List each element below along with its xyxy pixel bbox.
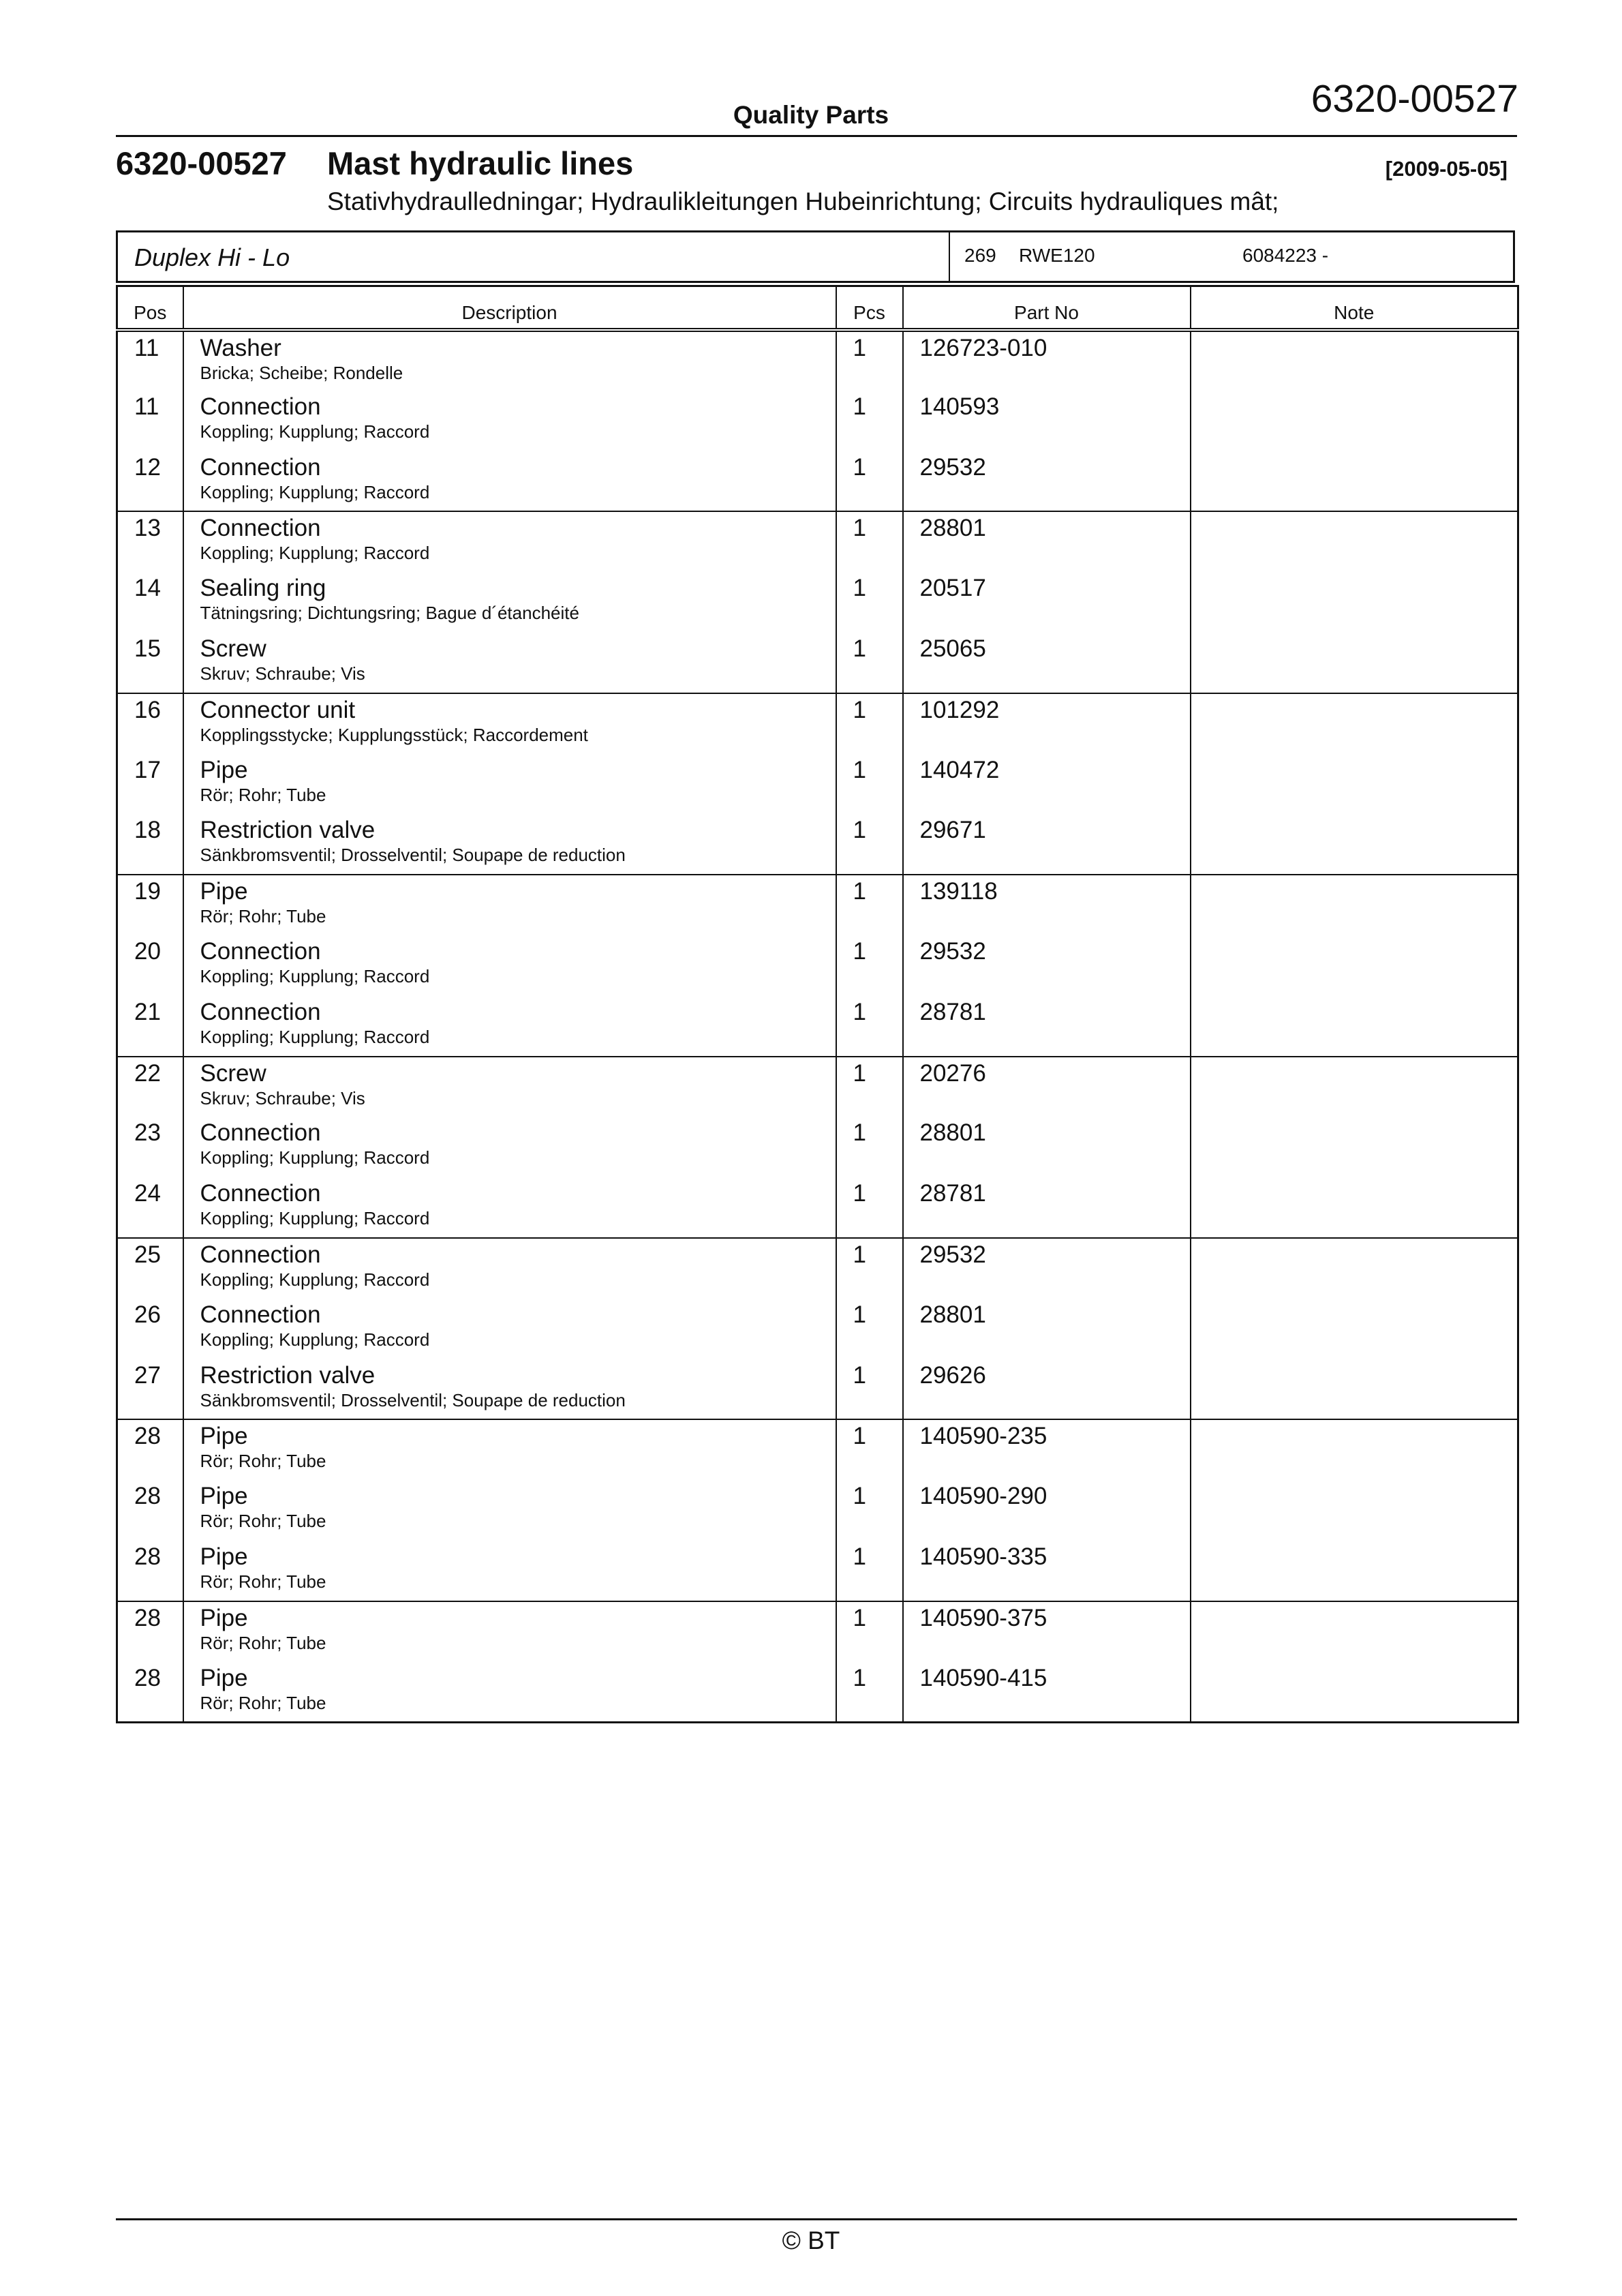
- cell-pos: 17: [117, 754, 183, 815]
- description-translations: Rör; Rohr; Tube: [200, 1451, 326, 1472]
- cell-pcs: 1: [836, 814, 903, 875]
- cell-pos: 14: [117, 572, 183, 633]
- cell-description: [183, 1662, 836, 1723]
- description-translations: Tätningsring; Dichtungsring; Bague d´étanchéité: [200, 603, 579, 624]
- cell-description: [183, 996, 836, 1057]
- description-main: Pipe: [200, 1423, 248, 1450]
- cell-pos: 23: [117, 1117, 183, 1177]
- cell-part-no: 126723-010: [903, 330, 1191, 391]
- model-code-c: 6084223 -: [1242, 245, 1329, 266]
- cell-pcs: 1: [836, 1480, 903, 1541]
- cell-description: [183, 1117, 836, 1177]
- cell-note: [1191, 1480, 1518, 1541]
- cell-note: [1191, 754, 1518, 815]
- description-main: Screw: [200, 1059, 266, 1087]
- table-row: [117, 1299, 1518, 1359]
- header-divider: [116, 135, 1517, 137]
- cell-pos: 28: [117, 1480, 183, 1541]
- description-translations: Koppling; Kupplung; Raccord: [200, 1269, 430, 1290]
- cell-description: [183, 1419, 836, 1480]
- table-row: [117, 633, 1518, 693]
- table-row: [117, 1419, 1518, 1480]
- cell-pos: 16: [117, 693, 183, 754]
- cell-part-no: 28801: [903, 1117, 1191, 1177]
- cell-note: [1191, 996, 1518, 1057]
- table-row: [117, 996, 1518, 1057]
- description-main: Sealing ring: [200, 575, 326, 602]
- cell-description: [183, 391, 836, 451]
- cell-pos: 27: [117, 1359, 183, 1420]
- description-main: Connection: [200, 937, 321, 965]
- description-main: Pipe: [200, 1604, 248, 1631]
- description-main: Connection: [200, 1241, 321, 1268]
- title-subtitle: Stativhydraulledningar; Hydraulikleitungen Hubeinrichtung; Circuits hydrauliques mât;: [327, 187, 1279, 215]
- cell-description: [183, 693, 836, 754]
- cell-description: [183, 1601, 836, 1662]
- cell-description: [183, 633, 836, 693]
- cell-part-no: 29532: [903, 451, 1191, 512]
- table-row: [117, 1117, 1518, 1177]
- table-row: [117, 1057, 1518, 1117]
- cell-part-no: 139118: [903, 875, 1191, 935]
- cell-note: [1191, 511, 1518, 572]
- cell-pcs: 1: [836, 1541, 903, 1601]
- cell-pos: 15: [117, 633, 183, 693]
- table-row: [117, 935, 1518, 996]
- column-header-note: Note: [1191, 286, 1518, 331]
- table-row: [117, 693, 1518, 754]
- cell-pcs: 1: [836, 1057, 903, 1117]
- cell-part-no: 28781: [903, 996, 1191, 1057]
- cell-note: [1191, 1299, 1518, 1359]
- cell-pcs: 1: [836, 1177, 903, 1238]
- model-box: [116, 230, 1515, 283]
- cell-note: [1191, 1419, 1518, 1480]
- cell-pos: 11: [117, 391, 183, 451]
- cell-description: [183, 875, 836, 935]
- description-main: Restriction valve: [200, 817, 376, 844]
- cell-pcs: 1: [836, 935, 903, 996]
- cell-pcs: 1: [836, 1117, 903, 1177]
- description-main: Connection: [200, 515, 321, 542]
- table-row: [117, 875, 1518, 935]
- cell-note: [1191, 451, 1518, 512]
- description-translations: Rör; Rohr; Tube: [200, 1571, 326, 1592]
- header-center-title: Quality Parts: [733, 101, 889, 129]
- cell-part-no: 20276: [903, 1057, 1191, 1117]
- cell-pos: 22: [117, 1057, 183, 1117]
- description-translations: Skruv; Schraube; Vis: [200, 663, 365, 684]
- cell-pcs: 1: [836, 1662, 903, 1723]
- table-row: [117, 1541, 1518, 1601]
- table-row: [117, 1359, 1518, 1420]
- table-row: [117, 1238, 1518, 1299]
- cell-part-no: 28801: [903, 1299, 1191, 1359]
- description-translations: Bricka; Scheibe; Rondelle: [200, 363, 403, 383]
- cell-pcs: 1: [836, 996, 903, 1057]
- cell-part-no: 140590-335: [903, 1541, 1191, 1601]
- cell-note: [1191, 1238, 1518, 1299]
- cell-part-no: 28781: [903, 1177, 1191, 1238]
- cell-part-no: 29626: [903, 1359, 1191, 1420]
- cell-part-no: 29532: [903, 1238, 1191, 1299]
- description-translations: Sänkbromsventil; Drosselventil; Soupape de reduction: [200, 845, 626, 866]
- description-translations: Rör; Rohr; Tube: [200, 1632, 326, 1653]
- description-main: Screw: [200, 635, 266, 662]
- cell-pos: 28: [117, 1419, 183, 1480]
- column-header-part-no: Part No: [903, 286, 1191, 331]
- table-header-row: [117, 286, 1518, 331]
- description-main: Pipe: [200, 1543, 248, 1570]
- cell-part-no: 29671: [903, 814, 1191, 875]
- title-date: [2009-05-05]: [1385, 157, 1508, 181]
- cell-part-no: 20517: [903, 572, 1191, 633]
- parts-table-body: [117, 330, 1518, 1722]
- cell-note: [1191, 935, 1518, 996]
- description-main: Restriction valve: [200, 1361, 376, 1389]
- description-translations: Rör; Rohr; Tube: [200, 906, 326, 927]
- cell-description: [183, 1299, 836, 1359]
- page-title: Mast hydraulic lines: [327, 145, 634, 181]
- cell-pcs: 1: [836, 633, 903, 693]
- cell-part-no: 140590-235: [903, 1419, 1191, 1480]
- cell-pos: 21: [117, 996, 183, 1057]
- cell-description: [183, 1177, 836, 1238]
- table-row: [117, 511, 1518, 572]
- table-row: [117, 330, 1518, 391]
- description-main: Pipe: [200, 756, 248, 783]
- cell-pcs: 1: [836, 693, 903, 754]
- description-main: Connection: [200, 998, 321, 1025]
- cell-note: [1191, 633, 1518, 693]
- cell-note: [1191, 391, 1518, 451]
- cell-pos: 24: [117, 1177, 183, 1238]
- cell-note: [1191, 814, 1518, 875]
- cell-pos: 28: [117, 1662, 183, 1723]
- description-main: Connection: [200, 453, 321, 481]
- cell-note: [1191, 330, 1518, 391]
- cell-note: [1191, 1117, 1518, 1177]
- cell-pos: 13: [117, 511, 183, 572]
- cell-description: [183, 1480, 836, 1541]
- model-name: Duplex Hi - Lo: [134, 243, 290, 271]
- description-translations: Koppling; Kupplung; Raccord: [200, 481, 430, 502]
- description-translations: Koppling; Kupplung; Raccord: [200, 543, 430, 564]
- cell-description: [183, 572, 836, 633]
- description-translations: Koppling; Kupplung; Raccord: [200, 1329, 430, 1350]
- cell-description: [183, 451, 836, 512]
- table-row: [117, 572, 1518, 633]
- cell-pcs: 1: [836, 1299, 903, 1359]
- description-translations: Skruv; Schraube; Vis: [200, 1087, 365, 1108]
- column-header-pos: Pos: [117, 286, 183, 331]
- model-divider: [949, 232, 950, 281]
- cell-pcs: 1: [836, 391, 903, 451]
- cell-note: [1191, 1541, 1518, 1601]
- cell-pos: 19: [117, 875, 183, 935]
- description-main: Connection: [200, 1119, 321, 1147]
- cell-description: [183, 1057, 836, 1117]
- cell-pcs: 1: [836, 451, 903, 512]
- cell-description: [183, 511, 836, 572]
- cell-description: [183, 1238, 836, 1299]
- cell-pcs: 1: [836, 1601, 903, 1662]
- cell-pos: 18: [117, 814, 183, 875]
- description-main: Pipe: [200, 1483, 248, 1510]
- description-main: Pipe: [200, 1664, 248, 1691]
- cell-description: [183, 330, 836, 391]
- cell-note: [1191, 572, 1518, 633]
- cell-note: [1191, 875, 1518, 935]
- description-translations: Koppling; Kupplung; Raccord: [200, 965, 430, 986]
- cell-part-no: 140593: [903, 391, 1191, 451]
- table-row: [117, 1662, 1518, 1723]
- table-row: [117, 451, 1518, 512]
- description-translations: Koppling; Kupplung; Raccord: [200, 1026, 430, 1047]
- cell-part-no: 140590-290: [903, 1480, 1191, 1541]
- description-translations: Sänkbromsventil; Drosselventil; Soupape de reduction: [200, 1389, 626, 1410]
- model-code-b: RWE120: [1019, 245, 1095, 266]
- description-translations: Koppling; Kupplung; Raccord: [200, 421, 430, 442]
- description-translations: Koppling; Kupplung; Raccord: [200, 1147, 430, 1168]
- cell-note: [1191, 1177, 1518, 1238]
- cell-description: [183, 1359, 836, 1420]
- table-row: [117, 1177, 1518, 1238]
- description-main: Connection: [200, 393, 321, 420]
- cell-note: [1191, 1601, 1518, 1662]
- cell-note: [1191, 1359, 1518, 1420]
- cell-pos: 25: [117, 1238, 183, 1299]
- model-code-a: 269: [964, 245, 996, 266]
- column-header-pcs: Pcs: [836, 286, 903, 331]
- cell-pcs: 1: [836, 754, 903, 815]
- table-row: [117, 814, 1518, 875]
- cell-pcs: 1: [836, 1238, 903, 1299]
- column-header-description: Description: [183, 286, 836, 331]
- cell-pcs: 1: [836, 572, 903, 633]
- table-row: [117, 1480, 1518, 1541]
- description-translations: Koppling; Kupplung; Raccord: [200, 1208, 430, 1229]
- description-main: Connection: [200, 1301, 321, 1328]
- cell-part-no: 140590-375: [903, 1601, 1191, 1662]
- header-doc-number: 6320-00527: [1311, 77, 1518, 121]
- cell-pos: 20: [117, 935, 183, 996]
- cell-part-no: 28801: [903, 511, 1191, 572]
- description-translations: Rör; Rohr; Tube: [200, 784, 326, 805]
- cell-description: [183, 814, 836, 875]
- cell-pcs: 1: [836, 1419, 903, 1480]
- cell-part-no: 25065: [903, 633, 1191, 693]
- cell-note: [1191, 1057, 1518, 1117]
- footer-copyright: © BT: [782, 2226, 840, 2254]
- cell-description: [183, 1541, 836, 1601]
- cell-pcs: 1: [836, 875, 903, 935]
- table-row: [117, 1601, 1518, 1662]
- cell-part-no: 140590-415: [903, 1662, 1191, 1723]
- cell-pos: 28: [117, 1541, 183, 1601]
- description-translations: Rör; Rohr; Tube: [200, 1511, 326, 1532]
- description-translations: Rör; Rohr; Tube: [200, 1692, 326, 1713]
- cell-part-no: 101292: [903, 693, 1191, 754]
- title-code: 6320-00527: [116, 145, 287, 181]
- cell-pcs: 1: [836, 330, 903, 391]
- cell-description: [183, 754, 836, 815]
- cell-pcs: 1: [836, 1359, 903, 1420]
- cell-pos: 28: [117, 1601, 183, 1662]
- footer-divider: [116, 2218, 1517, 2220]
- cell-description: [183, 935, 836, 996]
- cell-part-no: 29532: [903, 935, 1191, 996]
- parts-table: [116, 285, 1519, 1723]
- description-main: Pipe: [200, 878, 248, 905]
- cell-note: [1191, 1662, 1518, 1723]
- description-translations: Kopplingsstycke; Kupplungsstück; Raccordement: [200, 724, 588, 745]
- description-main: Washer: [200, 335, 281, 361]
- description-main: Connection: [200, 1180, 321, 1207]
- table-row: [117, 754, 1518, 815]
- description-main: Connector unit: [200, 696, 356, 723]
- cell-pcs: 1: [836, 511, 903, 572]
- cell-pos: 12: [117, 451, 183, 512]
- cell-pos: 26: [117, 1299, 183, 1359]
- cell-note: [1191, 693, 1518, 754]
- cell-part-no: 140472: [903, 754, 1191, 815]
- cell-pos: 11: [117, 330, 183, 391]
- table-row: [117, 391, 1518, 451]
